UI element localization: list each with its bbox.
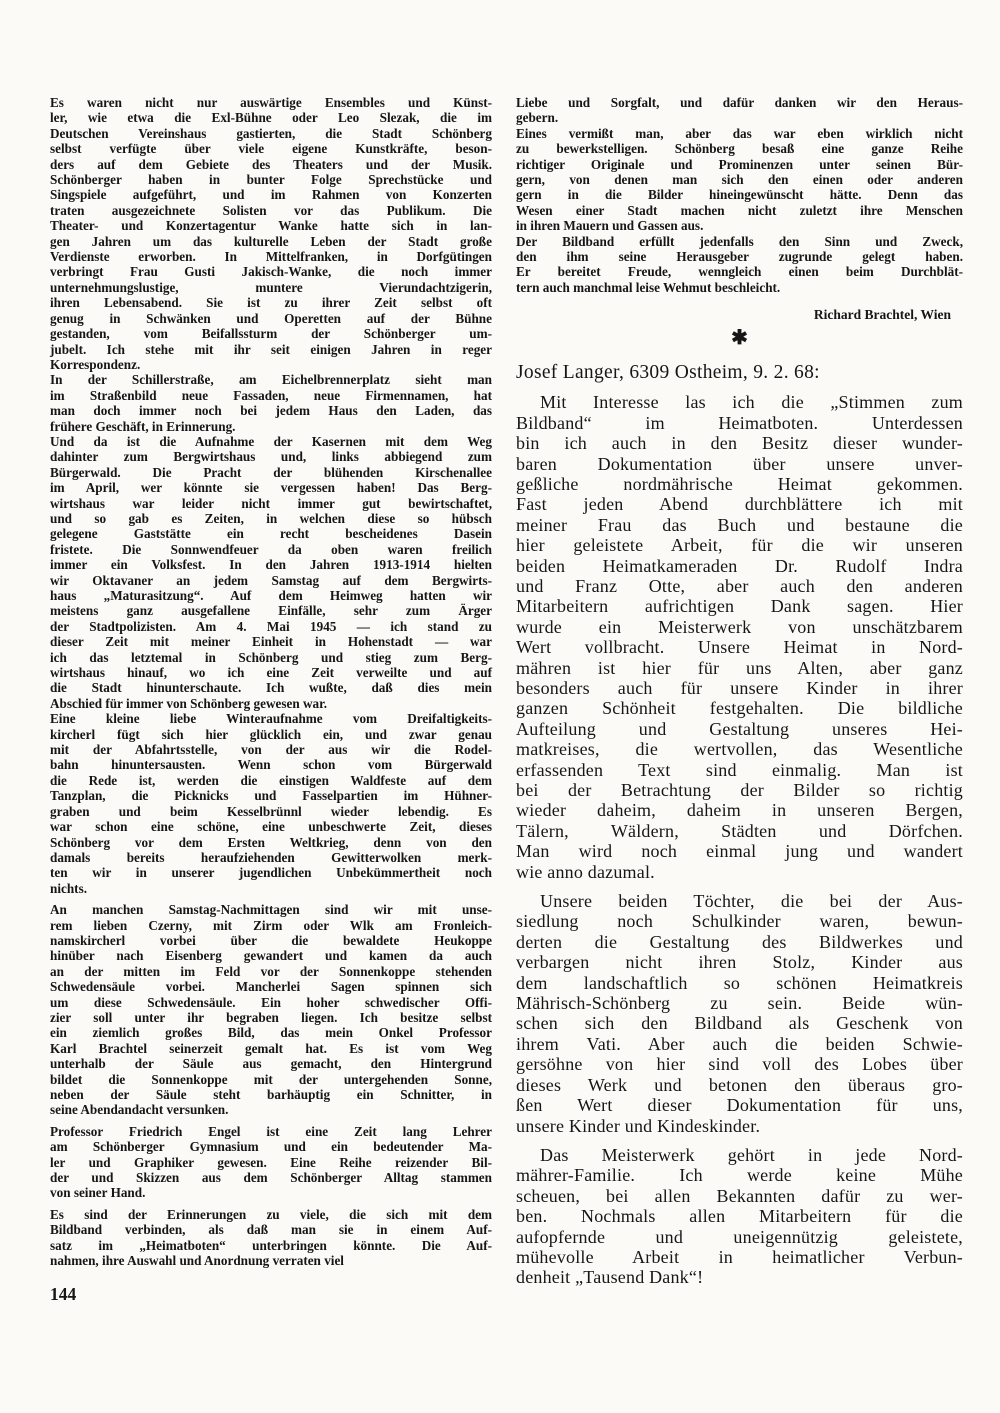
left-text-column (50, 95, 492, 1268)
text-line: scheuen, bei allen Bekannten dafür zu wer- (516, 1185, 963, 1206)
paragraph (50, 1207, 492, 1269)
paragraph (516, 126, 963, 234)
paragraph (50, 434, 492, 711)
text-line: selbst verfügte über viele eigene Kunstkräfte, beson- (50, 141, 492, 157)
text-line: beiden Heimatkameraden Dr. Rudolf Indra (516, 555, 963, 576)
text-line: ein ziemlich großes Bild, das mein Onkel Professor (50, 1025, 492, 1041)
text-line: mühevolle Arbeit in heimatlicher Verbun- (516, 1246, 963, 1267)
text-line: Tanzplan, die Picknicks und Fasselpartien im Hühner- (50, 788, 492, 804)
text-line: im Straßenbild neue Fassaden, neue Firmennamen, hat (50, 387, 492, 403)
text-line: Professor Friedrich Engel ist eine Zeit lang Lehrer (50, 1123, 492, 1139)
text-line: gersöhne von hier sind voll des Lobes über (516, 1054, 963, 1075)
paragraph (516, 392, 963, 882)
text-line: in ihren Mauern und Gassen aus. (516, 218, 704, 234)
text-line: verbargen nicht ihren Stolz, Kinder aus (516, 952, 963, 973)
text-line: namskircherl vorbei über die bewaldete Heukoppe (50, 932, 492, 948)
text-line: neben der Säule steht barhäuptig ein Schnitter, in (50, 1087, 492, 1102)
text-line: Aufteilung und Gestaltung unseres Hei- (516, 718, 963, 739)
text-line: hinüber nach Eisenberg gewandert und kamen da auch (50, 948, 492, 964)
text-line: ihrem Vati. Aber auch die beiden Schwie- (516, 1033, 963, 1054)
text-line: Schwedensäule vorbei. Mancherlei Sagen spinnen sich (50, 979, 492, 995)
text-line: An manchen Samstag-Nachmittagen sind wir mit unse- (50, 902, 492, 918)
text-line: seine Abendandacht versunken. (50, 1102, 229, 1118)
signature-line: Richard Brachtel, Wien (813, 307, 951, 323)
text-line: den ihm seine Herausgeber zugrunde gelegt haben. (516, 249, 963, 265)
text-line: Karl Brachtel seinerzeit gemalt hat. Es ist vom Weg (50, 1040, 492, 1056)
text-line: Eines vermißt man, aber das war eben wirklich nicht (516, 125, 963, 141)
text-line: unsere Kinder und Kindeskinder. (516, 1115, 761, 1136)
text-line: Deutschen Vereinshaus gastierten, die Stadt Schönberg (50, 125, 492, 141)
text-line: Bildband verbinden, als daß man sie in einem Auf- (50, 1222, 492, 1238)
text-line: war schon eine schöne, eine unbeschwerte Zeit, dieses (50, 819, 492, 835)
paragraph (50, 1124, 492, 1201)
text-line: Mährisch-Schönberg zu sein. Beide wün- (516, 993, 963, 1014)
text-line: genug in Schwänken und Operetten auf der Bühne (50, 310, 492, 326)
text-line: ßen Wert dieser Dokumentation für uns, (516, 1095, 963, 1116)
text-line: bei der Betrachtung der Bilder so richtig (516, 780, 963, 800)
text-line: an der mitten im Feld vor der Sonnenkoppe stehenden (50, 963, 492, 979)
text-line: mit der Abfahrtsstelle, von der aus wir die Rodel- (50, 742, 492, 758)
text-line: mähren ist hier für uns Alten, aber ganz (516, 657, 963, 678)
paragraph (50, 95, 492, 372)
paragraph (50, 902, 492, 1118)
text-line: dieser Zeit mit meiner Einheit in Hohenstadt — war (50, 634, 492, 650)
text-line: Verdienste erworben. In Mittelfranken, in Dorfgütingen (50, 249, 492, 265)
text-line: immer ein Volksfest. In den Jahren 1913-1914 hielten (50, 557, 492, 573)
text-line: wirtshaus hinauf, wo ich eine Zeit verweilte und auf (50, 665, 492, 681)
text-line: von seiner Hand. (50, 1185, 146, 1201)
text-line: Es sind der Erinnerungen zu viele, die sich mit dem (50, 1206, 492, 1222)
text-line: im April, wer könnte sie vergessen haben! Das Berg- (50, 480, 492, 496)
text-line: In der Schillerstraße, am Eichelbrennerplatz sieht man (50, 372, 492, 388)
text-line: um diese Schwedensäule. Ein hoher schwedischer Offi- (50, 994, 492, 1010)
text-line: die Stadt hinunterschaute. Ich wußte, daß dies mein (50, 680, 492, 696)
paragraph (50, 372, 492, 434)
text-line: wir Oktavaner an jedem Samstag auf dem Bergwirts- (50, 572, 492, 588)
text-line: dahinter zum Bergwirtshaus und, links abbiegend zum (50, 449, 492, 465)
paragraph (516, 95, 963, 126)
text-line: am Schönberger Gymnasium und ein bedeutender Ma- (50, 1139, 492, 1155)
paragraph (516, 234, 963, 296)
text-line: hier geleistete Arbeit, für die wir unseren (516, 535, 963, 556)
text-line: graben und beim Kesselbrünnl wieder lebendig. Es (50, 803, 492, 819)
text-line: Schönberg vor dem Ersten Weltkrieg, denn von den (50, 834, 492, 850)
text-line: bin ich auch in den Besitz dieser wunder- (516, 433, 963, 454)
text-line: meistens ganz ausgefallene Einfälle, sehr zum Ärger (50, 603, 492, 619)
text-line: zier soll unter ihr begraben liegen. Ich besitze selbst (50, 1009, 492, 1025)
text-line: schen sich den Bildband als Geschenk von (516, 1013, 963, 1034)
letter-heading: Josef Langer, 6309 Ostheim, 9. 2. 68: (516, 362, 820, 384)
text-line: ten wir in unserer jugendlichen Unbekümmertheit noch (50, 865, 492, 881)
text-line: siedlung noch Schulkinder waren, bewun- (516, 911, 963, 932)
text-line: nahmen, ihre Auswahl und Anordnung verraten viel (50, 1253, 344, 1269)
text-line: Korrespondenz. (50, 356, 141, 372)
paragraph (516, 1145, 963, 1288)
text-line: Und da ist die Aufnahme der Kasernen mit dem Weg (50, 433, 492, 449)
text-line: wie anno dazumal. (516, 861, 655, 882)
text-line: unternehmungslustige, muntere Vierundachtzigerin, (50, 279, 492, 295)
text-line: gestanden, vom Beifallssturm der Schönberger um- (50, 326, 492, 342)
text-line: Eine kleine liebe Winteraufnahme vom Dreifaltigkeits- (50, 711, 492, 727)
text-line: geßliche nordmährische Heimat gekommen. (516, 473, 963, 494)
text-line: bildet die Sonnenkoppe mit der untergehenden Sonne, (50, 1071, 492, 1087)
text-line: Bürgerwald. Die Pracht der blühenden Kirschenallee (50, 464, 492, 480)
text-line: Tälern, Wäldern, Städten und Dörfchen. (516, 820, 963, 841)
text-line: satz im „Heimatboten“ unterbringen könnte. Die Auf- (50, 1237, 492, 1253)
text-line: dem landschaftlich so schönen Heimatkreis (516, 972, 963, 993)
text-line: Mit Interesse las ich die „Stimmen zum (540, 392, 963, 413)
text-line: und so gab es Zeiten, in welchen diese so hübsch (50, 510, 492, 526)
text-line: Bildband“ im Heimatboten. Unterdessen (516, 412, 963, 433)
text-line: Fast jeden Abend durchblättere ich mit (516, 494, 963, 515)
text-line: Abschied für immer von Schönberg gewesen war. (50, 695, 328, 711)
right-text-column (516, 95, 963, 1288)
text-line: Unsere beiden Töchter, die bei der Aus- (540, 891, 963, 912)
text-line: Theater- und Konzertagentur Wanke hatte sich in lan- (50, 218, 492, 234)
text-line: ganzen Schönheit festgehalten. Die bildliche (516, 698, 963, 719)
text-line: nichts. (50, 880, 88, 896)
text-line: und Franz Otte, aber auch den anderen (516, 575, 963, 596)
text-line: gen Jahren um das kulturelle Leben der Stadt große (50, 233, 492, 249)
text-line: gebern. (516, 110, 559, 126)
text-line: damals bereits heraufziehenden Gewitterwolken merk- (50, 849, 492, 865)
text-line: Singspiele aufgeführt, und im Rahmen von Konzerten (50, 187, 492, 203)
right-column-small-text (516, 95, 963, 295)
text-line: erfassenden Text sind einmalig. Man ist (516, 759, 963, 780)
text-line: fristete. Die Sonnwendfeuer da oben waren freilich (50, 541, 492, 557)
text-line: der und Skizzen aus dem Schönberger Alltag stammen (50, 1170, 492, 1186)
text-line: jubelt. Ich stehe mit ihr seit einigen Jahren in reger (50, 341, 492, 357)
text-line: gelegene Gaststätte ein recht bescheidenes Dasein (50, 526, 492, 542)
paragraph (516, 891, 963, 1136)
text-line: ler und Graphiker gewesen. Eine Reihe reizender Bil- (50, 1154, 492, 1170)
text-line: dieses Werk und betonen den überaus gro- (516, 1074, 963, 1095)
text-line: bahn hinuntersausten. Wenn schon vom Bürgerwald (50, 757, 492, 773)
text-line: Liebe und Sorgfalt, und dafür danken wir den Heraus- (516, 95, 963, 110)
text-line: gern in die Bilder hineingewünscht hätte. Denn das (516, 187, 963, 203)
text-line: Er bereitet Freude, wenngleich einen beim Durchblät- (516, 264, 963, 280)
text-line: Wesen einer Stadt machen nicht zuletzt ihre Menschen (516, 202, 963, 218)
text-line: traten ausgezeichnete Solisten vor das Publikum. Die (50, 202, 492, 218)
text-line: unterhalb der Säule aus gemacht, den Hintergrund (50, 1056, 492, 1072)
text-line: mährer-Familie. Ich werde keine Mühe (516, 1165, 963, 1186)
text-line: Das Meisterwerk gehört in jede Nord- (540, 1144, 963, 1165)
text-line: zu bewerkstelligen. Schönberg besaß eine ganze Reihe (516, 141, 963, 157)
text-line: wieder daheim, daheim in unseren Bergen, (516, 800, 963, 821)
text-line: die Rede ist, werden die einstigen Waldfeste auf dem (50, 772, 492, 788)
text-line: Man wird noch einmal jung und wandert (516, 841, 963, 862)
text-line: ich das letztemal in Schönberg und stieg zum Berg- (50, 649, 492, 665)
text-line: verbringt Frau Gusti Jakisch-Wanke, die noch immer (50, 264, 492, 280)
text-line: aufopfernde und uneigennützig geleistete, (516, 1226, 963, 1247)
text-line: haus „Maturasitzung“. Auf dem Heimweg hatten wir (50, 588, 492, 603)
text-line: richtiger Originale und Prominenzen unter seinen Bür- (516, 156, 963, 172)
text-line: gern, von denen man sich den einen oder anderen (516, 172, 963, 188)
paragraph (50, 711, 492, 896)
text-line: meiner Frau das Buch und bestaune die (516, 514, 963, 535)
text-line: kircherl fügt sich hier glücklich ein, und zwar genau (50, 726, 492, 742)
text-line: Es waren nicht nur auswärtige Ensembles und Künst- (50, 95, 492, 110)
text-line: matkreises, die wertvollen, das Wesentliche (516, 739, 963, 760)
asterisk-separator-icon: ✱ (731, 327, 748, 350)
text-line: ler, wie etwa die Exl-Bühne oder Leo Slezak, die im (50, 110, 492, 126)
text-line: derten die Gestaltung des Bildwerkes und (516, 931, 963, 952)
text-line: tern auch manchmal leise Wehmut beschleicht. (516, 279, 781, 295)
text-line: wurde ein Meisterwerk von unschätzbarem (516, 616, 963, 637)
text-line: wirtshaus war leider nicht immer gut bewirtschaftet, (50, 495, 492, 511)
text-line: rem lieben Czerny, mit Zirm oder Wlk am Fronleich- (50, 917, 492, 933)
letter-body (516, 392, 963, 1287)
text-line: der Stadtpolizisten. Am 4. Mai 1945 — ich stand zu (50, 618, 492, 634)
page-number: 144 (50, 1284, 77, 1304)
text-line: denheit „Tausend Dank“! (516, 1267, 704, 1288)
text-line: ders auf dem Gebiete des Theaters und der Musik. (50, 156, 492, 172)
text-line: Mitarbeitern aufrichtigen Dank sagen. Hier (516, 596, 963, 617)
text-line: baren Dokumentation über unsere unver- (516, 453, 963, 474)
text-line: frühere Geschäft, in Erinnerung. (50, 418, 236, 434)
text-line: Wert vollbracht. Unsere Heimat in Nord- (516, 637, 963, 658)
text-line: besonders auch für unsere Kinder in ihrer (516, 677, 963, 698)
text-line: ben. Nochmals allen Mitarbeitern für die (516, 1206, 963, 1227)
text-line: Schönberger haben in bunter Folge Sprechstücke und (50, 172, 492, 188)
text-line: ihren Lebensabend. Sie ist zu ihrer Zeit selbst oft (50, 295, 492, 311)
text-line: man doch immer noch bei jedem Haus den Laden, das (50, 403, 492, 419)
text-line: Der Bildband erfüllt jedenfalls den Sinn und Zweck, (516, 233, 963, 249)
